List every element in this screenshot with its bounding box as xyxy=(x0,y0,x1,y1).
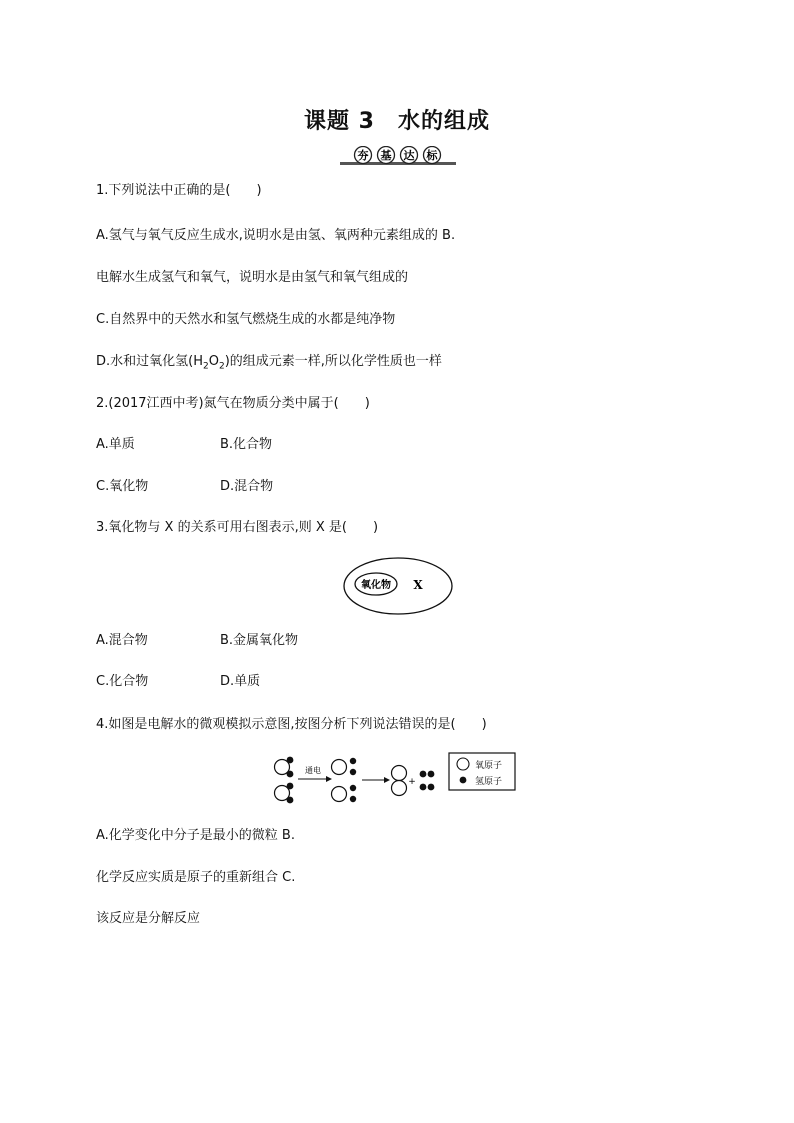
q1-d-prefix: D.水和过氧化氢(H xyxy=(96,354,203,369)
q4-option-b: 化学反应实质是原子的重新组合 C. xyxy=(96,870,296,885)
q4-stem: 4.如图是电解水的微观模拟示意图,按图分析下列说法错误的是( ) xyxy=(96,717,487,732)
q3-stem: 3.氧化物与 X 的关系可用右图表示,则 X 是( ) xyxy=(96,520,379,535)
legend-hydrogen-label: 氢原子 xyxy=(475,777,503,787)
q3-option-a: A.混合物 xyxy=(96,633,148,648)
q3-option-c: C.化合物 xyxy=(96,674,149,689)
banner-char-3: 达 xyxy=(403,149,415,162)
q2-stem: 2.(2017江西中考)氮气在物质分类中属于( ) xyxy=(96,396,370,411)
plus-sign: + xyxy=(408,777,416,787)
q2-option-a: A.单质 xyxy=(96,437,135,452)
q4-option-c: 该反应是分解反应 xyxy=(96,911,201,926)
q3-option-b: B.金属氧化物 xyxy=(220,633,299,648)
q1-d-mid: O xyxy=(208,354,219,369)
separated-atoms xyxy=(332,758,357,802)
inner-set-label: 氧化物 xyxy=(361,580,391,591)
q1-option-b: 电解水生成氢气和氧气，说明水是由氢气和氧气组成的 xyxy=(96,270,409,285)
q2-option-b: B.化合物 xyxy=(220,437,273,452)
q1-option-d xyxy=(96,354,442,375)
q1-d-sub1: 2 xyxy=(203,361,209,372)
q1-option-c: C.自然界中的天然水和氢气燃烧生成的水都是纯净物 xyxy=(96,312,396,327)
q1-stem: 1.下列说法中正确的是( ) xyxy=(96,183,262,198)
q1-option-a: A.氢气与氧气反应生成水,说明水是由氢、氧两种元素组成的 B. xyxy=(96,228,456,243)
banner-char-1: 夯 xyxy=(357,149,369,162)
oxide-set-diagram xyxy=(342,556,454,616)
q4-option-a: A.化学变化中分子是最小的微粒 B. xyxy=(96,828,295,843)
oxygen-atom-legend-icon xyxy=(457,758,469,770)
q1-d-sub2: 2 xyxy=(218,361,225,372)
banner-char-2: 基 xyxy=(380,149,392,162)
outer-set-label: X xyxy=(413,578,423,592)
diagram-legend xyxy=(449,753,515,790)
arrow-label: 通电 xyxy=(305,766,321,775)
oxygen-molecule xyxy=(392,766,407,796)
page-title: 课题 3 水的组成 xyxy=(304,109,490,134)
banner-char-4: 标 xyxy=(426,149,438,162)
water-molecule-2 xyxy=(275,783,294,804)
q2-option-d: D.混合物 xyxy=(220,479,274,494)
legend-oxygen-label: 氧原子 xyxy=(475,761,503,771)
q3-option-d: D.单质 xyxy=(220,674,261,689)
section-banner xyxy=(336,146,460,168)
hydrogen-molecules xyxy=(420,771,435,791)
electrolysis-diagram xyxy=(268,752,518,810)
q2-option-c: C.氧化物 xyxy=(96,479,149,494)
water-molecule-1 xyxy=(275,757,294,778)
q1-d-suffix: )的组成元素一样,所以化学性质也一样 xyxy=(224,354,442,369)
hydrogen-atom-legend-icon xyxy=(460,777,467,784)
